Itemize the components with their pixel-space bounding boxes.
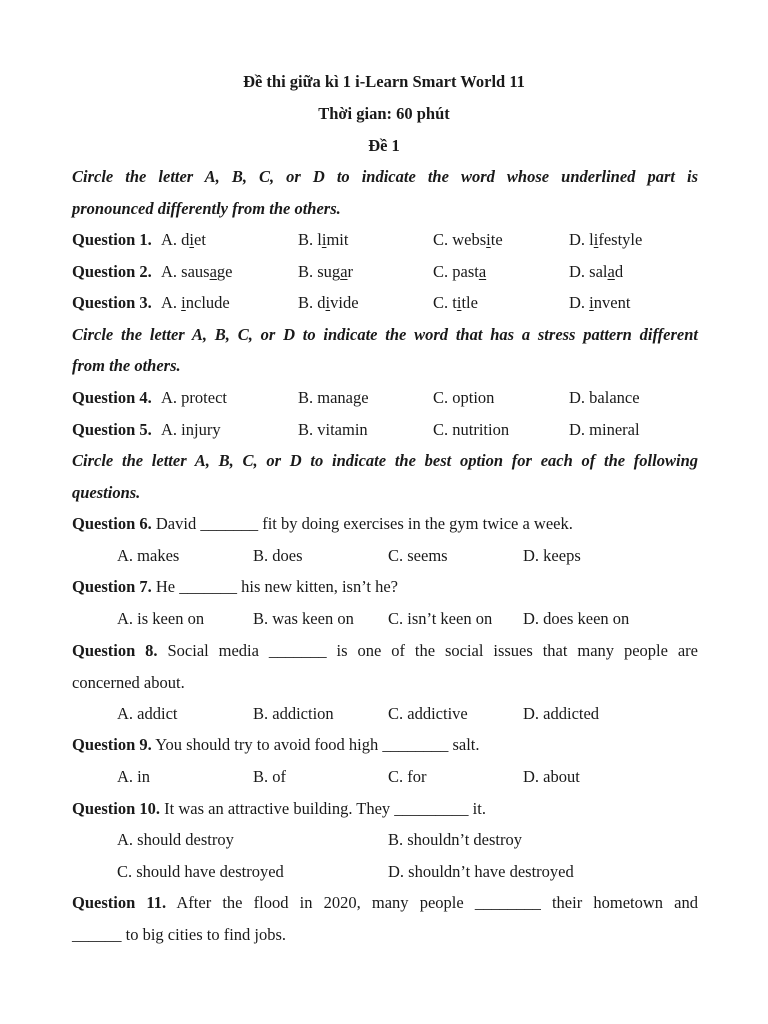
question-8-cont: concerned about. xyxy=(72,673,185,692)
option-b[interactable]: B. limit xyxy=(298,230,349,249)
question-9 xyxy=(72,735,698,755)
question-text: You should try to avoid food high ________ salt. xyxy=(151,735,480,754)
option-d[interactable]: D. salad xyxy=(569,262,624,281)
option-c[interactable]: C. isn’t keen on xyxy=(388,609,493,628)
question-10 xyxy=(72,799,698,819)
option-d[interactable]: D. balance xyxy=(569,388,640,407)
option-a[interactable]: A. should destroy xyxy=(117,830,234,849)
question-text: After the flood in 2020, many people ________ their hometown and xyxy=(166,893,698,912)
exam-code: Đề 1 xyxy=(368,136,400,155)
option-b[interactable]: B. of xyxy=(253,767,286,786)
option-c[interactable]: C. seems xyxy=(388,546,448,565)
section3-instruction-cont: questions. xyxy=(72,483,141,502)
question-8 xyxy=(72,641,698,661)
question-label: Question 2. xyxy=(72,262,152,281)
question-text: Social media _______ is one of the social issues that many people are xyxy=(157,641,699,660)
option-a[interactable]: A. addict xyxy=(117,704,178,723)
question-11 xyxy=(72,893,698,913)
section2-instruction-cont: from the others. xyxy=(72,356,181,375)
option-d[interactable]: D. addicted xyxy=(523,704,600,723)
question-label: Question 4. xyxy=(72,388,152,407)
option-b[interactable]: B. addiction xyxy=(253,704,334,723)
option-c[interactable]: C. title xyxy=(433,293,478,312)
exam-time: Thời gian: 60 phút xyxy=(318,104,450,123)
question-label: Question 5. xyxy=(72,420,152,439)
option-a[interactable]: A. is keen on xyxy=(117,609,205,628)
option-b[interactable]: B. sugar xyxy=(298,262,354,281)
section3-instruction: Circle the letter A, B, C, or D to indicate the best option for each of the following xyxy=(72,451,698,470)
question-label: Question 6. xyxy=(72,514,152,533)
option-b[interactable]: B. vitamin xyxy=(298,420,368,439)
option-a[interactable]: A. injury xyxy=(161,420,221,439)
option-c[interactable]: C. should have destroyed xyxy=(117,862,284,881)
option-d[interactable]: D. invent xyxy=(569,293,631,312)
section1-instruction-cont: pronounced differently from the others. xyxy=(72,199,341,218)
option-c[interactable]: C. option xyxy=(433,388,495,407)
option-d[interactable]: D. about xyxy=(523,767,580,786)
question-text: David _______ fit by doing exercises in the gym twice a week. xyxy=(151,514,573,533)
option-a[interactable]: A. makes xyxy=(117,546,180,565)
option-d[interactable]: D. lifestyle xyxy=(569,230,643,249)
question-label: Question 8. xyxy=(72,641,158,660)
question-label: Question 9. xyxy=(72,735,152,754)
option-c[interactable]: C. website xyxy=(433,230,503,249)
question-text: It was an attractive building. They _________ it. xyxy=(160,799,486,818)
option-b[interactable]: B. manage xyxy=(298,388,369,407)
question-label: Question 7. xyxy=(72,577,152,596)
option-b[interactable]: B. was keen on xyxy=(253,609,354,628)
section1-instruction: Circle the letter A, B, C, or D to indicate the word whose underlined part is xyxy=(72,167,698,186)
question-6 xyxy=(72,514,698,534)
question-label: Question 3. xyxy=(72,293,152,312)
question-label: Question 11. xyxy=(72,893,167,912)
option-b[interactable]: B. shouldn’t destroy xyxy=(388,830,522,849)
question-label: Question 10. xyxy=(72,799,161,818)
section2-instruction: Circle the letter A, B, C, or D to indicate the word that has a stress pattern different xyxy=(72,325,698,344)
question-label: Question 1. xyxy=(72,230,152,249)
option-d[interactable]: D. keeps xyxy=(523,546,581,565)
option-b[interactable]: B. does xyxy=(253,546,303,565)
option-d[interactable]: D. does keen on xyxy=(523,609,630,628)
exam-title: Đề thi giữa kì 1 i-Learn Smart World 11 xyxy=(243,72,525,91)
option-b[interactable]: B. divide xyxy=(298,293,359,312)
option-a[interactable]: A. diet xyxy=(161,230,206,249)
option-c[interactable]: C. pasta xyxy=(433,262,487,281)
question-11-cont: ______ to big cities to find jobs. xyxy=(72,925,287,944)
question-text: He _______ his new kitten, isn’t he? xyxy=(151,577,399,596)
option-c[interactable]: C. for xyxy=(388,767,427,786)
option-a[interactable]: A. include xyxy=(161,293,230,312)
option-c[interactable]: C. nutrition xyxy=(433,420,510,439)
option-a[interactable]: A. protect xyxy=(161,388,227,407)
option-d[interactable]: D. shouldn’t have destroyed xyxy=(388,862,574,881)
option-d[interactable]: D. mineral xyxy=(569,420,640,439)
option-a[interactable]: A. in xyxy=(117,767,150,786)
question-7 xyxy=(72,577,698,597)
option-c[interactable]: C. addictive xyxy=(388,704,468,723)
option-a[interactable]: A. sausage xyxy=(161,262,233,281)
